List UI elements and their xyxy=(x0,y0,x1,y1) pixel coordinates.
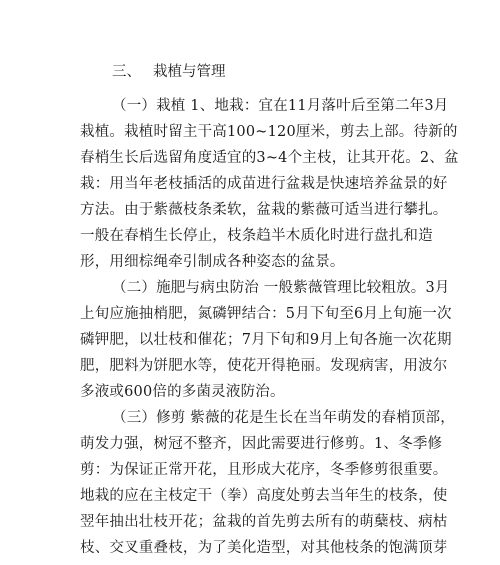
section-heading xyxy=(112,62,226,82)
paragraph-line: 枝、交叉重叠枝，为了美化造型，对其他枝条的饱满顶芽 xyxy=(80,540,448,556)
paragraph-line: （二）施肥与病虫防治 一般紫薇管理比较粗放。3月 xyxy=(112,280,450,296)
paragraph-line: 栽植。栽植时留主干高100~120厘米，剪去上部。待新的 xyxy=(80,124,458,140)
section-number: 三、 xyxy=(112,64,141,80)
paragraph-line: 上旬应施抽梢肥，氮磷钾结合：5月下旬至6月上旬施一次 xyxy=(80,306,452,322)
paragraph-line: 肥，肥料为饼肥水等，使花开得艳丽。发现病害，用波尔 xyxy=(80,358,448,374)
paragraph-line: 磷钾肥，以壮枝和催花；7月下旬和9月上旬各施一次花期 xyxy=(80,332,452,348)
paragraph-line: 春梢生长后选留角度适宜的3~4个主枝，让其开花。2、盆 xyxy=(80,150,459,166)
paragraph-line: 方法。由于紫薇枝条柔软，盆栽的紫薇可适当进行攀扎。 xyxy=(80,202,448,218)
paragraph-line: 一般在春梢生长停止，枝条趋半木质化时进行盘扎和造 xyxy=(80,228,433,244)
paragraph-line: 翌年抽出壮枝开花；盆栽的首先剪去所有的萌蘖枝、病枯 xyxy=(80,514,448,530)
paragraph-line: 剪：为保证正常开花，且形成大花序，冬季修剪很重要。 xyxy=(80,462,448,478)
section-title: 栽植与管理 xyxy=(153,64,226,80)
paragraph-line: 形，用细棕绳牵引制成各种姿态的盆景。 xyxy=(80,254,345,270)
paragraph-line: 多液或600倍的多菌灵液防治。 xyxy=(80,384,285,400)
paragraph-line: （一）栽植 1、地栽：宜在11月落叶后至第二年3月 xyxy=(112,98,449,114)
paragraph-line: 栽：用当年老枝插活的成苗进行盆栽是快速培养盆景的好 xyxy=(80,176,448,192)
paragraph-line: 地栽的应在主枝定干（拳）高度处剪去当年生的枝条，使 xyxy=(80,488,448,504)
paragraph-line: 萌发力强，树冠不整齐，因此需要进行修剪。1、冬季修 xyxy=(80,436,443,452)
paragraph-line: （三）修剪 紫薇的花是生长在当年萌发的春梢顶部， xyxy=(112,410,455,426)
